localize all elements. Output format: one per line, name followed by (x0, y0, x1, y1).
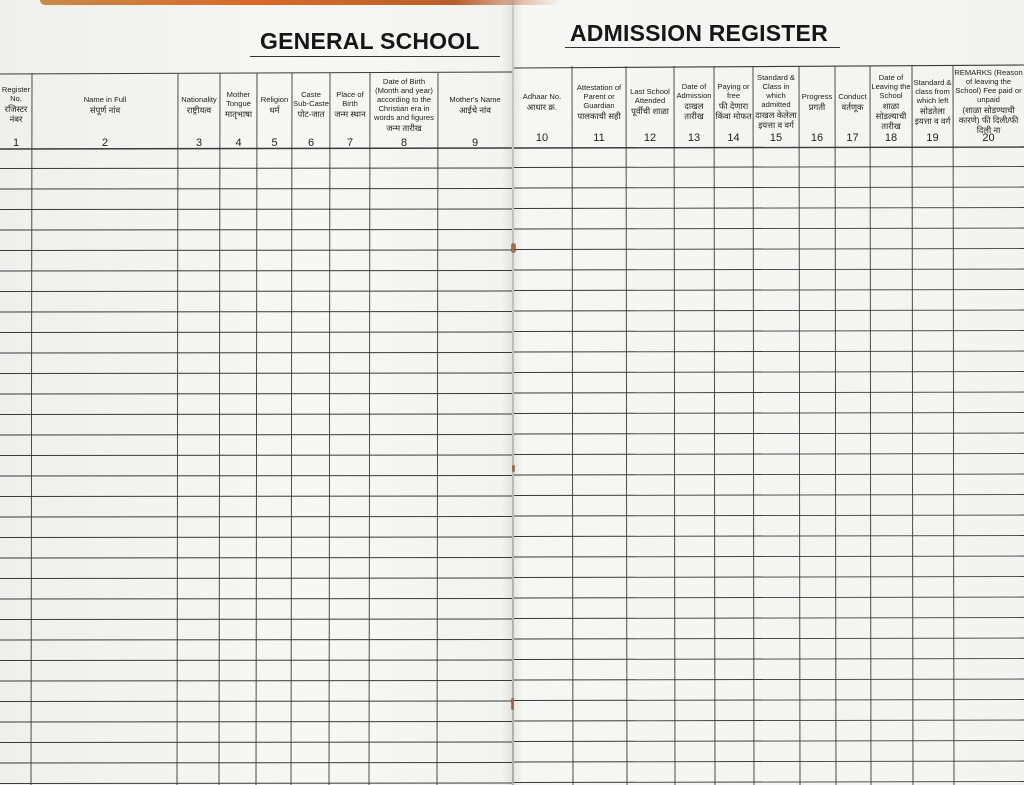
column-header-remarks: REMARKS (Reason of leaving the School) Fee paid or unpaid (शाळा सोडण्याची कारणे) फी दिली/फी दिली ना (954, 68, 1023, 135)
grid-line (0, 72, 512, 74)
column-header-name: Name in Full संपूर्ण नांव (83, 94, 127, 115)
column-number: 20 (982, 132, 995, 144)
grid-line (674, 66, 675, 785)
grid-line (514, 433, 1024, 434)
grid-line (514, 474, 1024, 475)
column-header-register-no: Register No. रजिस्टर नंबर (1, 85, 31, 124)
grid-line (0, 291, 512, 292)
grid-line (329, 73, 330, 785)
grid-line (0, 660, 512, 661)
grid-line (177, 73, 178, 785)
column-number: 3 (195, 137, 203, 149)
column-number: 16 (810, 132, 824, 144)
grid-line (514, 782, 1024, 783)
grid-line (514, 228, 1024, 229)
column-number: 5 (271, 137, 278, 149)
grid-line (514, 208, 1024, 209)
grid-line (514, 290, 1024, 291)
grid-line (0, 168, 512, 169)
grid-line (514, 351, 1024, 352)
grid-line (0, 701, 512, 702)
grid-line (514, 577, 1024, 578)
column-number: 9 (471, 137, 479, 149)
grid-line (514, 597, 1024, 598)
grid-line (0, 353, 512, 354)
grid-line (514, 167, 1024, 168)
column-header-mothers-name: Mother's Name आईचे नांव (449, 94, 501, 115)
column-header-conduct: Conduct वर्तणूक (838, 91, 867, 112)
column-number: 10 (535, 132, 549, 144)
grid-line (514, 741, 1024, 742)
column-number: 1 (12, 137, 20, 149)
grid-line (0, 435, 512, 436)
column-header-standard-admitted: Standard & Class in which admitted दाखल केलेला इयत्ता व वर्ग (755, 73, 797, 130)
grid-line (514, 65, 1024, 68)
column-number: 19 (926, 132, 939, 144)
grid-line (514, 495, 1024, 496)
grid-line (572, 66, 573, 785)
column-header-date-of-birth: Date of Birth (Month and year) according to the Christian era in words and figures जन्म तारीख (374, 76, 434, 133)
grid-line (0, 722, 512, 723)
title-general-school: GENERAL SCHOOL (260, 28, 480, 54)
grid-line (0, 312, 512, 313)
grid-line (0, 209, 512, 210)
paper-stain (511, 698, 514, 710)
grid-line (514, 679, 1024, 680)
column-header-last-school: Last School Attended पूर्वीची शाळा (630, 87, 670, 116)
grid-line (870, 66, 871, 785)
paper-stain (512, 465, 515, 472)
grid-line (514, 454, 1024, 455)
grid-line (0, 783, 512, 784)
grid-line (514, 413, 1024, 414)
grid-line (0, 681, 512, 682)
column-number: 7 (346, 137, 354, 149)
grid-line (953, 66, 954, 785)
column-number: 2 (101, 137, 109, 149)
grid-line (0, 517, 512, 518)
grid-line (514, 392, 1024, 393)
column-header-attestation: Attestation of Parent or Guardian पालकाची सही (576, 82, 622, 121)
column-header-caste: Caste Sub-Caste पोट-जात (293, 90, 329, 119)
grid-line (369, 73, 370, 785)
column-number: 15 (769, 132, 783, 144)
grid-line (514, 618, 1024, 619)
grid-line (514, 310, 1024, 311)
grid-line (0, 599, 512, 600)
grid-line (0, 230, 512, 231)
column-header-nationality: Nationality राष्ट्रीयत्व (181, 94, 217, 115)
grid-line (0, 578, 512, 579)
grid-line (0, 558, 512, 559)
grid-line (0, 373, 512, 374)
column-header-paying-or-free: Paying or free फी देणारा किंवा मोफत (715, 82, 752, 121)
column-number: 14 (727, 132, 740, 144)
grid-line (714, 66, 715, 785)
grid-line (0, 271, 512, 272)
column-header-religion: Religion धर्म (260, 94, 289, 115)
grid-line (0, 394, 512, 395)
grid-line (514, 372, 1024, 373)
grid-line (514, 147, 1024, 148)
grid-line (219, 73, 220, 785)
grid-line (514, 249, 1024, 250)
grid-line (514, 187, 1024, 188)
grid-line (0, 332, 512, 333)
column-number: 4 (235, 137, 242, 149)
title-admission-register: ADMISSION REGISTER (570, 20, 828, 46)
grid-line (835, 66, 836, 785)
grid-line (626, 66, 627, 785)
grid-line (0, 763, 512, 764)
grid-line (514, 515, 1024, 516)
grid-line (0, 476, 512, 477)
grid-line (514, 638, 1024, 639)
grid-line (256, 73, 257, 785)
grid-line (514, 556, 1024, 557)
grid-line (437, 73, 438, 785)
column-number: 11 (593, 132, 605, 144)
grid-line (912, 66, 913, 785)
grid-line (514, 659, 1024, 660)
column-number: 8 (400, 137, 408, 149)
column-number: 6 (307, 137, 315, 149)
column-header-progress: Progress प्रगती (801, 91, 833, 112)
column-number: 13 (687, 132, 701, 144)
column-header-mother-tongue: Mother Tongue मातृभाषा (224, 90, 253, 119)
column-header-adhaar-no: Adhaar No. आधार क्र. (522, 91, 562, 112)
column-header-date-of-admission: Date of Admission दाखल तारीख (676, 82, 712, 121)
grid-line (514, 536, 1024, 537)
grid-line (0, 496, 512, 497)
grid-line (514, 720, 1024, 721)
grid-line (753, 66, 754, 785)
column-header-date-of-leaving: Date of Leaving the School शाळा सोडल्याची तारीख (871, 72, 911, 131)
grid-line (0, 619, 512, 620)
grid-line (31, 73, 32, 785)
grid-line (0, 250, 512, 251)
grid-line (0, 742, 512, 743)
grid-line (0, 455, 512, 456)
grid-line (0, 640, 512, 641)
column-header-standard-left: Standard & class from which left सोडतेला इयत्ता व वर्ग (913, 77, 952, 126)
column-header-place-of-birth: Place of Birth जन्म स्थान (334, 90, 366, 119)
grid-line (514, 331, 1024, 332)
grid-line (0, 414, 512, 415)
paper-stain (511, 243, 516, 253)
grid-line (0, 189, 512, 190)
column-number: 18 (884, 132, 898, 144)
grid-line (799, 66, 800, 785)
grid-line (0, 537, 512, 538)
grid-line (514, 761, 1024, 762)
column-number: 12 (643, 132, 657, 144)
column-number: 17 (846, 132, 859, 144)
grid-line (291, 73, 292, 785)
grid-line (514, 269, 1024, 270)
grid-line (514, 700, 1024, 701)
